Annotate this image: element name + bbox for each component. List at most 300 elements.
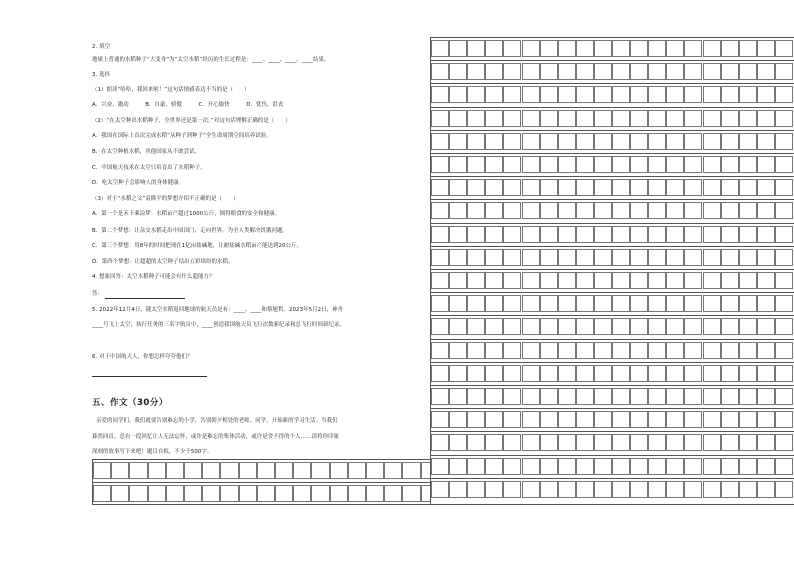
grid-cell[interactable] [630, 226, 648, 243]
grid-cell[interactable] [666, 342, 684, 359]
grid-cell[interactable] [431, 365, 449, 382]
grid-cell[interactable] [684, 481, 702, 498]
grid-cell[interactable] [503, 110, 521, 127]
grid-cell[interactable] [576, 63, 594, 80]
grid-cell[interactable] [757, 249, 775, 266]
grid-cell[interactable] [467, 156, 485, 173]
grid-cell[interactable] [431, 411, 449, 428]
grid-cell[interactable] [757, 365, 775, 382]
grid-cell[interactable] [431, 318, 449, 335]
grid-cell[interactable] [558, 365, 576, 382]
grid-cell[interactable] [630, 458, 648, 475]
grid-cell[interactable] [666, 63, 684, 80]
grid-cell[interactable] [684, 63, 702, 80]
grid-cell[interactable] [703, 458, 721, 475]
grid-cell[interactable] [703, 342, 721, 359]
grid-cell[interactable] [594, 133, 612, 150]
grid-cell[interactable] [503, 434, 521, 451]
grid-cell[interactable] [558, 458, 576, 475]
grid-cell[interactable] [739, 156, 757, 173]
grid-cell[interactable] [503, 411, 521, 428]
grid-cell[interactable] [630, 86, 648, 103]
grid-cell[interactable] [684, 86, 702, 103]
grid-cell[interactable] [757, 342, 775, 359]
grid-cell[interactable] [449, 434, 467, 451]
grid-cell[interactable] [485, 86, 503, 103]
grid-cell[interactable] [630, 40, 648, 57]
grid-cell[interactable] [540, 156, 558, 173]
grid-cell[interactable] [449, 226, 467, 243]
grid-cell[interactable] [721, 365, 739, 382]
grid-cell[interactable] [757, 481, 775, 498]
grid-cell[interactable] [666, 365, 684, 382]
grid-cell[interactable] [775, 481, 793, 498]
grid-cell[interactable] [540, 226, 558, 243]
grid-cell[interactable] [467, 110, 485, 127]
grid-cell[interactable] [612, 272, 630, 289]
grid-cell[interactable] [540, 458, 558, 475]
grid-cell[interactable] [311, 485, 329, 502]
grid-cell[interactable] [467, 388, 485, 405]
grid-cell[interactable] [721, 481, 739, 498]
grid-cell[interactable] [576, 179, 594, 196]
grid-cell[interactable] [467, 481, 485, 498]
grid-cell[interactable] [684, 40, 702, 57]
grid-cell[interactable] [467, 63, 485, 80]
grid-cell[interactable] [540, 295, 558, 312]
grid-cell[interactable] [684, 249, 702, 266]
grid-cell[interactable] [431, 388, 449, 405]
grid-cell[interactable] [503, 481, 521, 498]
grid-cell[interactable] [648, 226, 666, 243]
grid-cell[interactable] [467, 434, 485, 451]
grid-cell[interactable] [666, 40, 684, 57]
grid-cell[interactable] [648, 295, 666, 312]
grid-cell[interactable] [558, 40, 576, 57]
grid-cell[interactable] [522, 342, 540, 359]
grid-cell[interactable] [612, 342, 630, 359]
grid-cell[interactable] [721, 342, 739, 359]
grid-cell[interactable] [739, 202, 757, 219]
grid-cell[interactable] [348, 462, 366, 479]
grid-cell[interactable] [467, 458, 485, 475]
grid-cell[interactable] [558, 110, 576, 127]
grid-cell[interactable] [540, 388, 558, 405]
grid-cell[interactable] [485, 342, 503, 359]
grid-cell[interactable] [558, 434, 576, 451]
grid-cell[interactable] [630, 388, 648, 405]
grid-cell[interactable] [522, 86, 540, 103]
grid-cell[interactable] [503, 202, 521, 219]
grid-cell[interactable] [467, 226, 485, 243]
grid-cell[interactable] [648, 63, 666, 80]
grid-cell[interactable] [703, 133, 721, 150]
grid-cell[interactable] [721, 318, 739, 335]
grid-cell[interactable] [576, 156, 594, 173]
grid-cell[interactable] [666, 249, 684, 266]
grid-cell[interactable] [739, 295, 757, 312]
grid-cell[interactable] [503, 318, 521, 335]
grid-cell[interactable] [449, 249, 467, 266]
grid-cell[interactable] [449, 156, 467, 173]
grid-cell[interactable] [576, 226, 594, 243]
grid-cell[interactable] [739, 226, 757, 243]
grid-cell[interactable] [594, 110, 612, 127]
grid-cell[interactable] [648, 318, 666, 335]
grid-cell[interactable] [721, 226, 739, 243]
grid-cell[interactable] [522, 434, 540, 451]
grid-cell[interactable] [594, 481, 612, 498]
grid-cell[interactable] [558, 156, 576, 173]
grid-cell[interactable] [522, 179, 540, 196]
grid-cell[interactable] [757, 179, 775, 196]
grid-cell[interactable] [576, 481, 594, 498]
grid-cell[interactable] [666, 133, 684, 150]
grid-cell[interactable] [467, 86, 485, 103]
grid-cell[interactable] [684, 133, 702, 150]
grid-cell[interactable] [485, 110, 503, 127]
grid-cell[interactable] [612, 179, 630, 196]
grid-cell[interactable] [612, 388, 630, 405]
grid-cell[interactable] [576, 202, 594, 219]
grid-cell[interactable] [431, 110, 449, 127]
grid-cell[interactable] [684, 458, 702, 475]
grid-cell[interactable] [431, 226, 449, 243]
grid-cell[interactable] [630, 481, 648, 498]
grid-cell[interactable] [630, 342, 648, 359]
grid-cell[interactable] [630, 179, 648, 196]
grid-cell[interactable] [648, 156, 666, 173]
grid-cell[interactable] [666, 411, 684, 428]
grid-cell[interactable] [522, 481, 540, 498]
grid-cell[interactable] [522, 249, 540, 266]
grid-cell[interactable] [184, 485, 202, 502]
grid-cell[interactable] [594, 179, 612, 196]
grid-cell[interactable] [503, 272, 521, 289]
grid-cell[interactable] [576, 365, 594, 382]
grid-cell[interactable] [576, 86, 594, 103]
grid-cell[interactable] [666, 481, 684, 498]
grid-cell[interactable] [522, 40, 540, 57]
grid-cell[interactable] [485, 411, 503, 428]
grid-cell[interactable] [703, 249, 721, 266]
grid-cell[interactable] [594, 365, 612, 382]
grid-cell[interactable] [666, 226, 684, 243]
grid-cell[interactable] [576, 133, 594, 150]
grid-cell[interactable] [522, 202, 540, 219]
grid-cell[interactable] [293, 462, 311, 479]
grid-cell[interactable] [540, 365, 558, 382]
grid-cell[interactable] [721, 434, 739, 451]
grid-cell[interactable] [594, 411, 612, 428]
grid-cell[interactable] [684, 202, 702, 219]
grid-cell[interactable] [503, 63, 521, 80]
grid-cell[interactable] [93, 485, 111, 502]
grid-cell[interactable] [739, 249, 757, 266]
grid-cell[interactable] [576, 434, 594, 451]
grid-cell[interactable] [775, 272, 793, 289]
grid-cell[interactable] [739, 63, 757, 80]
grid-cell[interactable] [666, 458, 684, 475]
grid-cell[interactable] [449, 388, 467, 405]
grid-cell[interactable] [467, 272, 485, 289]
grid-cell[interactable] [540, 342, 558, 359]
grid-cell[interactable] [739, 411, 757, 428]
grid-cell[interactable] [703, 434, 721, 451]
grid-cell[interactable] [757, 133, 775, 150]
grid-cell[interactable] [703, 202, 721, 219]
grid-cell[interactable] [612, 481, 630, 498]
grid-cell[interactable] [612, 249, 630, 266]
grid-cell[interactable] [703, 179, 721, 196]
grid-cell[interactable] [684, 272, 702, 289]
grid-cell[interactable] [775, 318, 793, 335]
grid-cell[interactable] [330, 485, 348, 502]
grid-cell[interactable] [684, 295, 702, 312]
grid-cell[interactable] [594, 202, 612, 219]
grid-cell[interactable] [648, 249, 666, 266]
grid-cell[interactable] [612, 40, 630, 57]
grid-cell[interactable] [684, 342, 702, 359]
grid-cell[interactable] [503, 342, 521, 359]
grid-cell[interactable] [703, 388, 721, 405]
grid-cell[interactable] [431, 133, 449, 150]
grid-cell[interactable] [503, 388, 521, 405]
grid-cell[interactable] [576, 40, 594, 57]
grid-cell[interactable] [467, 133, 485, 150]
grid-cell[interactable] [431, 295, 449, 312]
grid-cell[interactable] [522, 318, 540, 335]
grid-cell[interactable] [757, 86, 775, 103]
grid-cell[interactable] [757, 295, 775, 312]
grid-cell[interactable] [612, 226, 630, 243]
grid-cell[interactable] [522, 295, 540, 312]
grid-cell[interactable] [721, 179, 739, 196]
grid-cell[interactable] [775, 458, 793, 475]
grid-cell[interactable] [739, 481, 757, 498]
grid-cell[interactable] [558, 342, 576, 359]
grid-cell[interactable] [449, 86, 467, 103]
grid-cell[interactable] [703, 411, 721, 428]
grid-cell[interactable] [721, 133, 739, 150]
grid-cell[interactable] [739, 458, 757, 475]
grid-cell[interactable] [540, 318, 558, 335]
grid-cell[interactable] [129, 462, 147, 479]
grid-cell[interactable] [666, 388, 684, 405]
grid-cell[interactable] [666, 434, 684, 451]
grid-cell[interactable] [449, 295, 467, 312]
grid-cell[interactable] [775, 202, 793, 219]
grid-cell[interactable] [775, 434, 793, 451]
grid-cell[interactable] [648, 458, 666, 475]
grid-cell[interactable] [558, 133, 576, 150]
grid-cell[interactable] [721, 110, 739, 127]
grid-cell[interactable] [522, 365, 540, 382]
grid-cell[interactable] [220, 485, 238, 502]
grid-cell[interactable] [757, 318, 775, 335]
grid-cell[interactable] [166, 462, 184, 479]
grid-cell[interactable] [775, 179, 793, 196]
grid-cell[interactable] [666, 110, 684, 127]
grid-cell[interactable] [540, 86, 558, 103]
grid-cell[interactable] [348, 485, 366, 502]
grid-cell[interactable] [630, 110, 648, 127]
grid-cell[interactable] [485, 226, 503, 243]
grid-cell[interactable] [775, 226, 793, 243]
grid-cell[interactable] [757, 202, 775, 219]
grid-cell[interactable] [666, 179, 684, 196]
grid-cell[interactable] [503, 179, 521, 196]
grid-cell[interactable] [666, 202, 684, 219]
grid-cell[interactable] [775, 86, 793, 103]
grid-cell[interactable] [558, 295, 576, 312]
grid-cell[interactable] [330, 462, 348, 479]
grid-cell[interactable] [431, 40, 449, 57]
grid-cell[interactable] [721, 295, 739, 312]
grid-cell[interactable] [684, 226, 702, 243]
grid-cell[interactable] [431, 179, 449, 196]
grid-cell[interactable] [558, 318, 576, 335]
grid-cell[interactable] [485, 458, 503, 475]
grid-cell[interactable] [739, 86, 757, 103]
grid-cell[interactable] [540, 481, 558, 498]
grid-cell[interactable] [431, 156, 449, 173]
grid-cell[interactable] [148, 485, 166, 502]
grid-cell[interactable] [594, 434, 612, 451]
grid-cell[interactable] [684, 388, 702, 405]
grid-cell[interactable] [757, 226, 775, 243]
grid-cell[interactable] [540, 202, 558, 219]
grid-cell[interactable] [775, 365, 793, 382]
grid-cell[interactable] [503, 133, 521, 150]
grid-cell[interactable] [630, 411, 648, 428]
grid-cell[interactable] [449, 40, 467, 57]
grid-cell[interactable] [775, 110, 793, 127]
grid-cell[interactable] [648, 342, 666, 359]
grid-cell[interactable] [648, 388, 666, 405]
grid-cell[interactable] [648, 481, 666, 498]
grid-cell[interactable] [648, 202, 666, 219]
grid-cell[interactable] [612, 434, 630, 451]
grid-cell[interactable] [684, 365, 702, 382]
grid-cell[interactable] [522, 226, 540, 243]
grid-cell[interactable] [558, 179, 576, 196]
grid-cell[interactable] [558, 411, 576, 428]
grid-cell[interactable] [630, 295, 648, 312]
grid-cell[interactable] [384, 462, 402, 479]
grid-cell[interactable] [739, 272, 757, 289]
grid-cell[interactable] [594, 86, 612, 103]
grid-cell[interactable] [449, 318, 467, 335]
grid-cell[interactable] [630, 202, 648, 219]
grid-cell[interactable] [739, 318, 757, 335]
grid-cell[interactable] [594, 40, 612, 57]
grid-cell[interactable] [648, 86, 666, 103]
grid-cell[interactable] [612, 156, 630, 173]
grid-cell[interactable] [467, 342, 485, 359]
grid-cell[interactable] [594, 318, 612, 335]
grid-cell[interactable] [449, 272, 467, 289]
grid-cell[interactable] [648, 411, 666, 428]
grid-cell[interactable] [594, 272, 612, 289]
grid-cell[interactable] [775, 40, 793, 57]
grid-cell[interactable] [612, 365, 630, 382]
grid-cell[interactable] [503, 86, 521, 103]
grid-cell[interactable] [630, 365, 648, 382]
grid-cell[interactable] [311, 462, 329, 479]
grid-cell[interactable] [220, 462, 238, 479]
grid-cell[interactable] [540, 40, 558, 57]
grid-cell[interactable] [721, 86, 739, 103]
grid-cell[interactable] [485, 318, 503, 335]
grid-cell[interactable] [612, 86, 630, 103]
grid-cell[interactable] [721, 458, 739, 475]
grid-cell[interactable] [522, 110, 540, 127]
grid-cell[interactable] [485, 202, 503, 219]
grid-cell[interactable] [485, 249, 503, 266]
grid-cell[interactable] [630, 63, 648, 80]
essay-grid-right[interactable] [430, 37, 794, 505]
grid-cell[interactable] [558, 481, 576, 498]
grid-cell[interactable] [739, 179, 757, 196]
grid-cell[interactable] [775, 249, 793, 266]
grid-cell[interactable] [594, 388, 612, 405]
grid-cell[interactable] [558, 86, 576, 103]
grid-cell[interactable] [576, 342, 594, 359]
grid-cell[interactable] [431, 342, 449, 359]
grid-cell[interactable] [594, 295, 612, 312]
grid-cell[interactable] [485, 40, 503, 57]
grid-cell[interactable] [431, 458, 449, 475]
grid-cell[interactable] [648, 133, 666, 150]
grid-cell[interactable] [775, 388, 793, 405]
grid-cell[interactable] [485, 365, 503, 382]
grid-cell[interactable] [612, 110, 630, 127]
grid-cell[interactable] [431, 202, 449, 219]
grid-cell[interactable] [757, 434, 775, 451]
grid-cell[interactable] [684, 411, 702, 428]
grid-cell[interactable] [594, 249, 612, 266]
grid-cell[interactable] [576, 110, 594, 127]
grid-cell[interactable] [384, 485, 402, 502]
grid-cell[interactable] [275, 485, 293, 502]
grid-cell[interactable] [721, 388, 739, 405]
grid-cell[interactable] [503, 458, 521, 475]
grid-cell[interactable] [485, 388, 503, 405]
grid-cell[interactable] [648, 110, 666, 127]
grid-cell[interactable] [666, 295, 684, 312]
grid-cell[interactable] [630, 434, 648, 451]
grid-cell[interactable] [576, 318, 594, 335]
grid-cell[interactable] [431, 249, 449, 266]
grid-cell[interactable] [630, 318, 648, 335]
grid-cell[interactable] [576, 411, 594, 428]
grid-cell[interactable] [703, 40, 721, 57]
grid-cell[interactable] [721, 272, 739, 289]
grid-cell[interactable] [166, 485, 184, 502]
grid-cell[interactable] [449, 342, 467, 359]
grid-cell[interactable] [467, 411, 485, 428]
grid-cell[interactable] [449, 481, 467, 498]
grid-cell[interactable] [558, 388, 576, 405]
grid-cell[interactable] [558, 272, 576, 289]
grid-cell[interactable] [775, 156, 793, 173]
grid-cell[interactable] [540, 411, 558, 428]
grid-cell[interactable] [703, 365, 721, 382]
grid-cell[interactable] [594, 156, 612, 173]
grid-cell[interactable] [522, 411, 540, 428]
grid-cell[interactable] [648, 365, 666, 382]
